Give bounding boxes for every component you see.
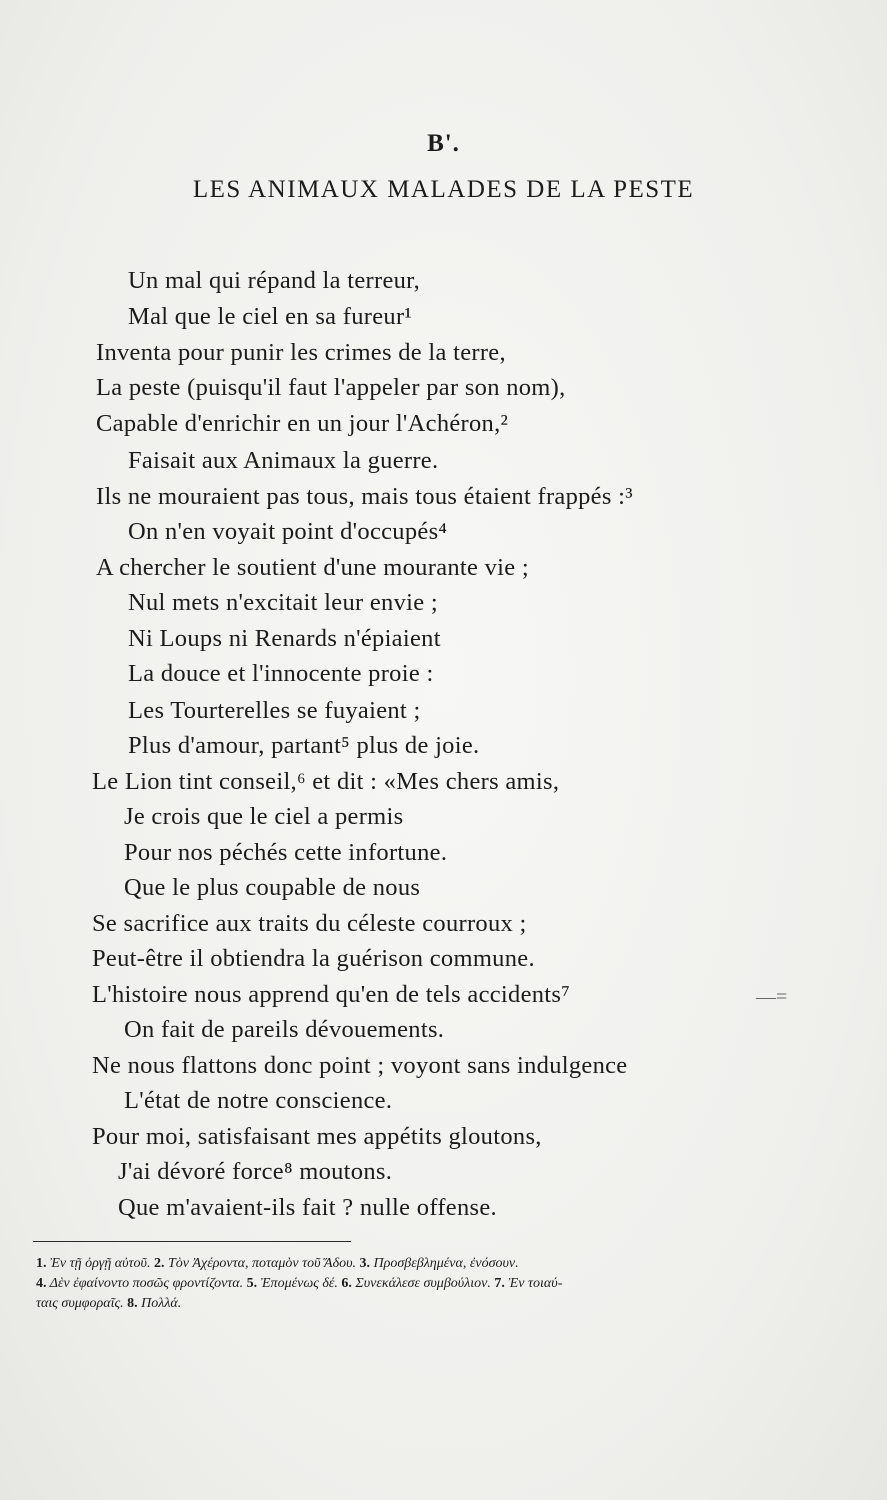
poem-line: Ni Loups ni Renards n'épiaient [128, 625, 441, 652]
footnote-number: 3. [359, 1256, 371, 1271]
footnote-rule [33, 1241, 351, 1242]
poem-line: Capable d'enrichir en un jour l'Achéron,² [96, 410, 509, 437]
poem-line: La peste (puisqu'il faut l'appeler par son nom), [96, 374, 566, 401]
poem-line: On fait de pareils dévouements. [124, 1016, 445, 1043]
poem-line: Plus d'amour, partant⁵ plus de joie. [128, 732, 480, 759]
footnote-text: Δὲν ἐφαίνοντο ποσῶς φροντίζοντα. [46, 1276, 247, 1291]
poem-line: On n'en voyait point d'occupés⁴ [128, 518, 448, 545]
poem-line: La douce et l'innocente proie : [128, 660, 434, 687]
poem-line: Inventa pour punir les crimes de la terre, [96, 339, 506, 366]
poem-line: Mal que le ciel en sa fureur¹ [128, 303, 413, 330]
footnote-text: Πολλά. [137, 1296, 182, 1311]
poem-line: J'ai dévoré force⁸ moutons. [118, 1158, 393, 1185]
poem-line: Ne nous flattons donc point ; voyont sans indulgence [92, 1052, 628, 1079]
footnote-number: 2. [153, 1256, 165, 1271]
footnote-text: Ἐπομένως δέ. [257, 1276, 342, 1291]
poem-line: Le Lion tint conseil,⁶ et dit : «Mes chers amis, [92, 768, 560, 795]
footnote-text: ταις συμφοραῖς. [36, 1296, 128, 1311]
footnote-number: 5. [246, 1276, 258, 1291]
poem-line: Nul mets n'excitait leur envie ; [128, 589, 438, 616]
poem-line: Que le plus coupable de nous [124, 874, 421, 901]
poem-line: L'état de notre conscience. [124, 1087, 393, 1114]
footnote-number: 7. [494, 1276, 505, 1291]
poem-title: LES ANIMAUX MALADES DE LA PESTE [192, 176, 695, 203]
footnote-line [36, 1254, 788, 1274]
footnote-text: Συνεκάλεσε συμβούλιον. [351, 1276, 495, 1291]
poem-line: Faisait aux Animaux la guerre. [128, 447, 439, 474]
footnote-number: 6. [341, 1276, 352, 1291]
poem-line: Ils ne mouraient pas tous, mais tous étaient frappés :³ [96, 483, 633, 510]
poem-line: Pour moi, satisfaisant mes appétits gloutons, [92, 1123, 542, 1150]
poem-line: Les Tourterelles se fuyaient ; [128, 697, 421, 724]
poem-line: Peut-être il obtiendra la guérison commune. [92, 945, 535, 972]
margin-mark: —= [756, 986, 788, 1008]
footnote-number: 1. [36, 1256, 47, 1271]
poem-line: Que m'avaient-ils fait ? nulle offense. [118, 1194, 497, 1221]
poem-line: L'histoire nous apprend qu'en de tels accidents⁷ [92, 981, 571, 1008]
footnote-text: Τὸν Ἀχέροντα, ποταμὸν τοῦ Ἅδου. [164, 1256, 360, 1271]
section-number: B'. [427, 130, 460, 157]
footnote-line [36, 1294, 788, 1314]
footnote-text: Ἐν τῇ ὀργῇ αὐτοῦ. [46, 1256, 154, 1271]
footnotes [36, 1254, 788, 1314]
footnote-text: Προσβεβλημένα, ἐνόσουν. [370, 1256, 519, 1271]
poem-line: Pour nos péchés cette infortune. [124, 839, 448, 866]
poem-line: A chercher le soutient d'une mourante vie ; [96, 554, 529, 581]
poem-line: Se sacrifice aux traits du céleste courroux ; [92, 910, 527, 937]
footnote-line [36, 1274, 788, 1294]
poem-line: Je crois que le ciel a permis [124, 803, 404, 830]
poem-line: Un mal qui répand la terreur, [128, 267, 421, 294]
footnote-number: 4. [36, 1276, 47, 1291]
footnote-number: 8. [127, 1296, 138, 1311]
footnote-text: Ἐν τοιαύ- [504, 1276, 563, 1291]
